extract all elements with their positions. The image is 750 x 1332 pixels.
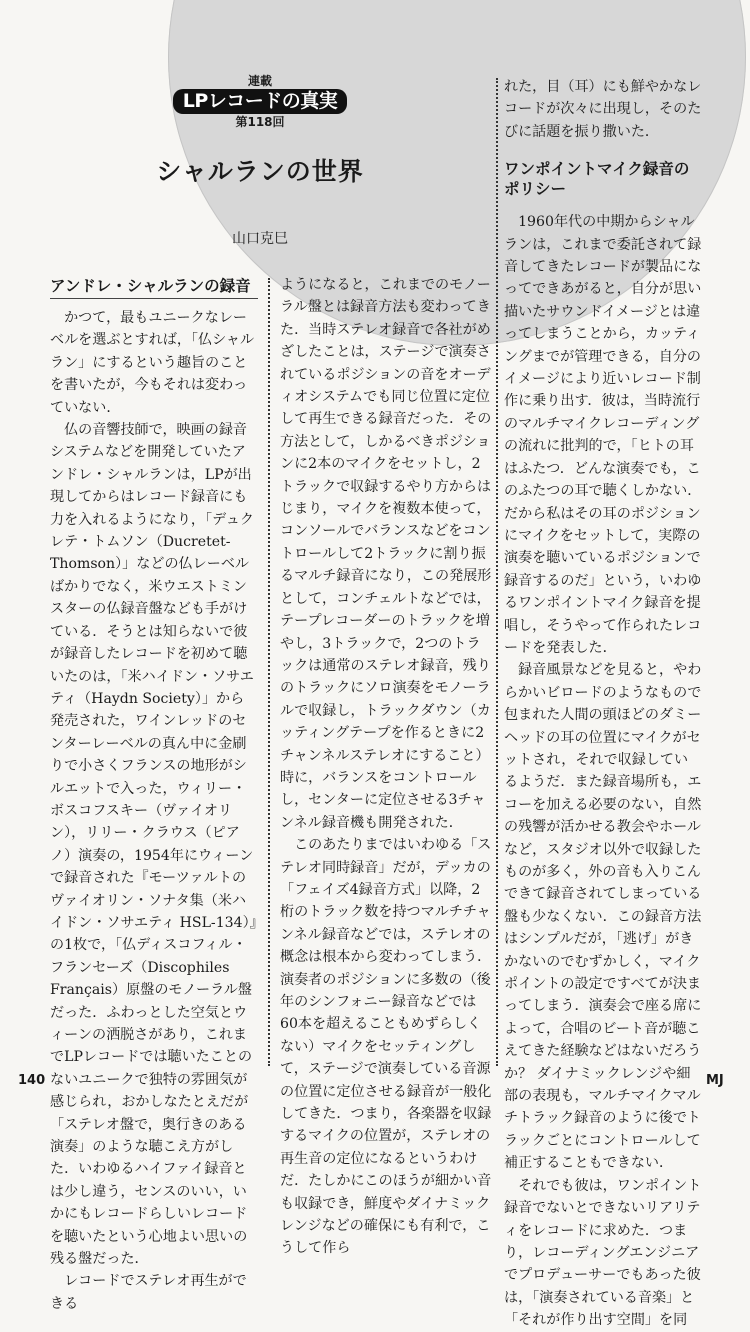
section-heading-one-point-mic: ワンポイントマイク録音のポリシー [504, 160, 690, 199]
text-column-2 [280, 274, 492, 1260]
text-column-3 [504, 76, 702, 1332]
page-number: 140 [18, 1073, 46, 1088]
paragraph: れた，目（耳）にも鮮やかなレコードが次々に出現し，そのたびに話題を振り撒いた． [504, 79, 702, 140]
episode-number: 第118回 [235, 115, 285, 129]
magazine-name: MJ [706, 1073, 724, 1088]
paragraph: このあたりまではいわゆる「ステレオ同時録音」だが，デッカの「フェイズ4録音方式」以降，2桁のトラック数を持つマルチチャンネル録音などでは，ステレオの概念は根本から変わってしまう．演奏者のポジションに多数の（後年のシンフォニー録音などでは60本を超えることもめずらしくない）マイクをセッティングして，ステージで演奏している音源の位置に定位させる録音が一般化してきた．つまり，各楽器を収録するマイクの位置が，ステレオの再生音の定位になるというわけだ．たしかにこのほうが細かい音も収録でき，鮮度やダイナミックレンジなどの確保にも有利で，こうして作ら [280, 837, 492, 1257]
article-title: シャルランの世界 [156, 157, 364, 186]
paragraph: 録音風景などを見ると，やわらかいビロードのようなもので包まれた人間の頭ほどのダミーヘッドの耳の位置にマイクがセットされ，それで収録しているようだ．また録音場所も，エコーを加える必要のない，自然の残響が活かせる教会やホールなど，スタジオ以外で収録したものが多く，外の音も入りこんできて録音されてしまっている盤も少なくない．この録音方法はシンプルだが，「逃げ」がきかないのでむずかしく，マイクポイントの設定ですべてが決まってしまう．演奏会で座る席によって，合唱のビート音が聴こえてきた経験などはないだろうか？ ダイナミックレンジや細部の表現も，マルチマイクマルチトラック録音のように後でトラックごとにコントロールして補正することもできない． [504, 662, 702, 1172]
section-heading-charlin-recording: アンドレ・シャルランの録音 [50, 276, 258, 299]
column-divider [496, 78, 498, 1066]
paragraph: レコードでステレオ再生ができる [50, 1273, 247, 1312]
paragraph: 仏の音響技師で，映画の録音システムなどを開発していたアンドレ・シャルランは，LPが出現してからはレコード録音にも力を入れるようになり，「デュクレテ・トムソン（Ducretet-Thomson）」などの仏レーベルばかりでなく，米ウエストミンスターの仏録音盤なども手がけている．そうとは知らないで彼が録音したレコードを初めて聴いたのは，「米ハイドン・ソサエティ（Haydn Society）」から発売された，ワインレッドのセンターレーベルの真ん中に金刷りで小さくフランスの地形がシルエットで入った，ウィリー・ボスコフスキー（ヴァイオリン），リリー・クラウス（ピアノ）演奏の，1954年にウィーンで録音された『モーツァルトのヴァイオリン・ソナタ集（米ハイドン・ソサエティ HSL-134）』の1枚で，「仏ディスコフィル・フランセーズ（Discophiles Français）原盤のモノーラル盤だった．ふわっとした空気とウィーンの洒脱さがあり，これまでLPレコードでは聴いたことのないユニークで独特の雰囲気が感じられ，おかしなたとえだが「ステレオ盤で，奥行きのある演奏」のような聴こえ方がした．いわゆるハイファイ録音とは少し違う，センスのいい，いかにもレコードらしいレコードを聴いたという心地よい思いの残る盤だった． [50, 422, 257, 1268]
column-divider [268, 278, 270, 1066]
paragraph: それでも彼は，ワンポイント録音でないとできないリアリティをレコードに求めた．つまり，レコーディングエンジニアでプロデューサーでもあった彼は，「演奏されている音楽」と「それが作り出す空間」を同 [504, 1177, 702, 1329]
paragraph: かつて，最もユニークなレーベルを選ぶとすれば，「仏シャルラン」にするという趣旨のことを書いたが，今もそれは変わっていない． [50, 310, 255, 416]
paragraph: 1960年代の中期からシャルランは，これまで委託されて録音してきたレコードが製品になってできあがると，自分が思い描いたサウンドイメージとは違ってしまうことから，カッティングまでが管理できる，自分のイメージにより近いレコード制作に乗り出す．彼は，当時流行のマルチマイクレコーディングの流れに批判的で，「ヒトの耳はふたつ．どんな演奏でも，このふたつの耳で聴くしかない．だから私はその耳のポジションにマイクをセットして，実際の演奏を聴いているポジションで録音するのだ」という，いわゆるワンポイントマイク録音を提唱し，そうやって作られたレコードを発表した． [504, 214, 702, 656]
series-header [150, 74, 370, 129]
author-name: 山口克巳 [232, 231, 288, 247]
series-title: LPレコードの真実 [173, 89, 348, 114]
paragraph: ようになると，これまでのモノーラル盤とは録音方法も変わってきた．当時ステレオ録音で各社がめざしたことは，ステージで演奏されているポジションの音をオーディオシステムでも同じ位置に定位して再生できる録音だった．その方法として，しかるべきポジションに2本のマイクをセットし，2トラックで収録するやり方からはじまり，マイクを複数本使って，コンソールでバランスなどをコントロールして2トラックに割り振るマルチ録音になり，この発展形として，コンチェルトなどでは，テープレコーダーのトラックを増やし，3トラックで，2つのトラックは通常のステレオ録音，残りのトラックにソロ演奏をモノーラルで収録し，トラックダウン（カッティングテープを作るときに2チャンネルステレオにすること）時に，バランスをコントロールし，センターに定位させる3チャンネル録音機も開発された． [280, 277, 492, 831]
text-column-1 [50, 276, 258, 1315]
series-label: 連載 [247, 74, 272, 88]
